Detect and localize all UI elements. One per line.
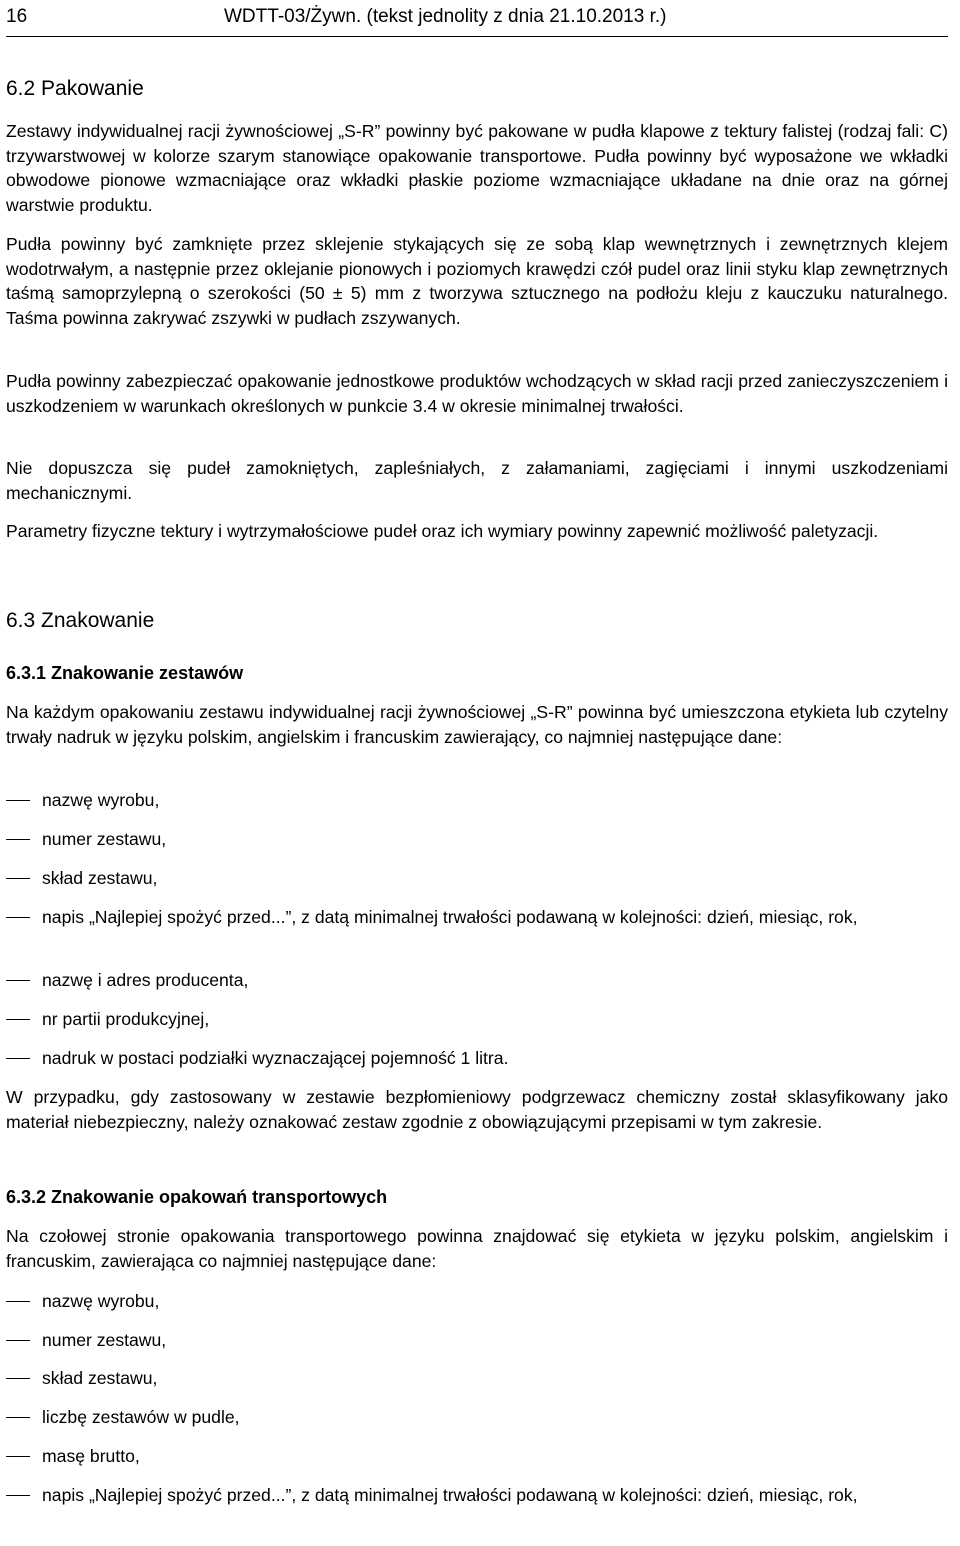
dash-bullet-icon: [6, 980, 30, 981]
dash-bullet-icon: [6, 1340, 30, 1341]
header-rule: [6, 36, 948, 37]
dash-bullet-icon: [6, 1058, 30, 1059]
paragraph-packaging-2: Pudła powinny być zamknięte przez sklejenie stykających się ze sobą klap wewnętrznych i zewnętrznych klejem wodotrwałym, a następnie przez oklejanie pionowych i poziomych krawędzi czół pudel oraz linii styku klap zewnętrznych taśmą samoprzylepną o szerokości (50 ± 5) mm z tworzywa sztucznego na podłożu kleju z kauczuku naturalnego. Taśma powinna zakrywać zszywki w pudłach zszywanych.: [6, 234, 948, 328]
dash-bullet-icon: [6, 800, 30, 801]
transport-marking-intro: Na czołowej stronie opakowania transportowego powinna znajdować się etykieta w języku polskim, angielskim i francuskim, zawierająca co najmniej następujące dane:: [6, 1226, 948, 1271]
section-6-3-heading: 6.3 Znakowanie: [6, 609, 155, 632]
paragraph-packaging-5: Parametry fizyczne tektury i wytrzymałościowe pudeł oraz ich wymiary powinny zapewnić możliwość paletyzacji.: [6, 521, 879, 541]
dash-bullet-icon: [6, 1417, 30, 1418]
paragraph-packaging-4: Nie dopuszcza się pudeł zamokniętych, zapleśniałych, z załamaniami, zagięciami i innymi uszkodzeniami mechanicznymi.: [6, 458, 948, 503]
dash-bullet-icon: [6, 839, 30, 840]
paragraph-packaging-1: Zestawy indywidualnej racji żywnościowej „S-R” powinny być pakowane w pudła klapowe z tektury falistej (rodzaj fali: C) trzywarstwowej w kolorze szarym stanowiące opakowanie transportowe. Pudła powinny być wyposażone we wkładki obwodowe pionowe wzmacniające oraz wkładki płaskie poziome wzmacniające układane na dnie oraz na górnej warstwie produktu.: [6, 121, 948, 215]
marking-sets-intro: Na każdym opakowaniu zestawu indywidualnej racji żywnościowej „S-R” powinna być umieszczona etykieta lub czytelny trwały nadruk w języku polskim, angielskim i francuskim zawierający, co najmniej następujące dane:: [6, 702, 948, 747]
dash-bullet-icon: [6, 1019, 30, 1020]
paragraph-packaging-3: Pudła powinny zabezpieczać opakowanie jednostkowe produktów wchodzących w skład racji przed zanieczyszczeniem i uszkodzeniem w warunkach określonych w punkcie 3.4 w okresie minimalnej trwałości.: [6, 371, 948, 416]
dash-bullet-icon: [6, 1378, 30, 1379]
document-reference: WDTT-03/Żywn. (tekst jednolity z dnia 21.10.2013 r.): [224, 6, 667, 27]
dash-bullet-icon: [6, 1495, 30, 1496]
page-number: 16: [6, 6, 28, 27]
page-header: [6, 2, 948, 36]
section-6-3-1-heading: 6.3.1 Znakowanie zestawów: [6, 663, 244, 683]
section-6-2-heading: 6.2 Pakowanie: [6, 77, 144, 100]
dash-bullet-icon: [6, 1456, 30, 1457]
marking-sets-outro: W przypadku, gdy zastosowany w zestawie bezpłomieniowy podgrzewacz chemiczny został sklasyfikowany jako materiał niebezpieczny, należy oznakować zestaw zgodnie z obowiązującymi przepisami w tym zakresie.: [6, 1087, 948, 1132]
section-6-3-2-heading: 6.3.2 Znakowanie opakowań transportowych: [6, 1187, 388, 1207]
dash-bullet-icon: [6, 1301, 30, 1302]
dash-bullet-icon: [6, 917, 30, 918]
dash-bullet-icon: [6, 878, 30, 879]
